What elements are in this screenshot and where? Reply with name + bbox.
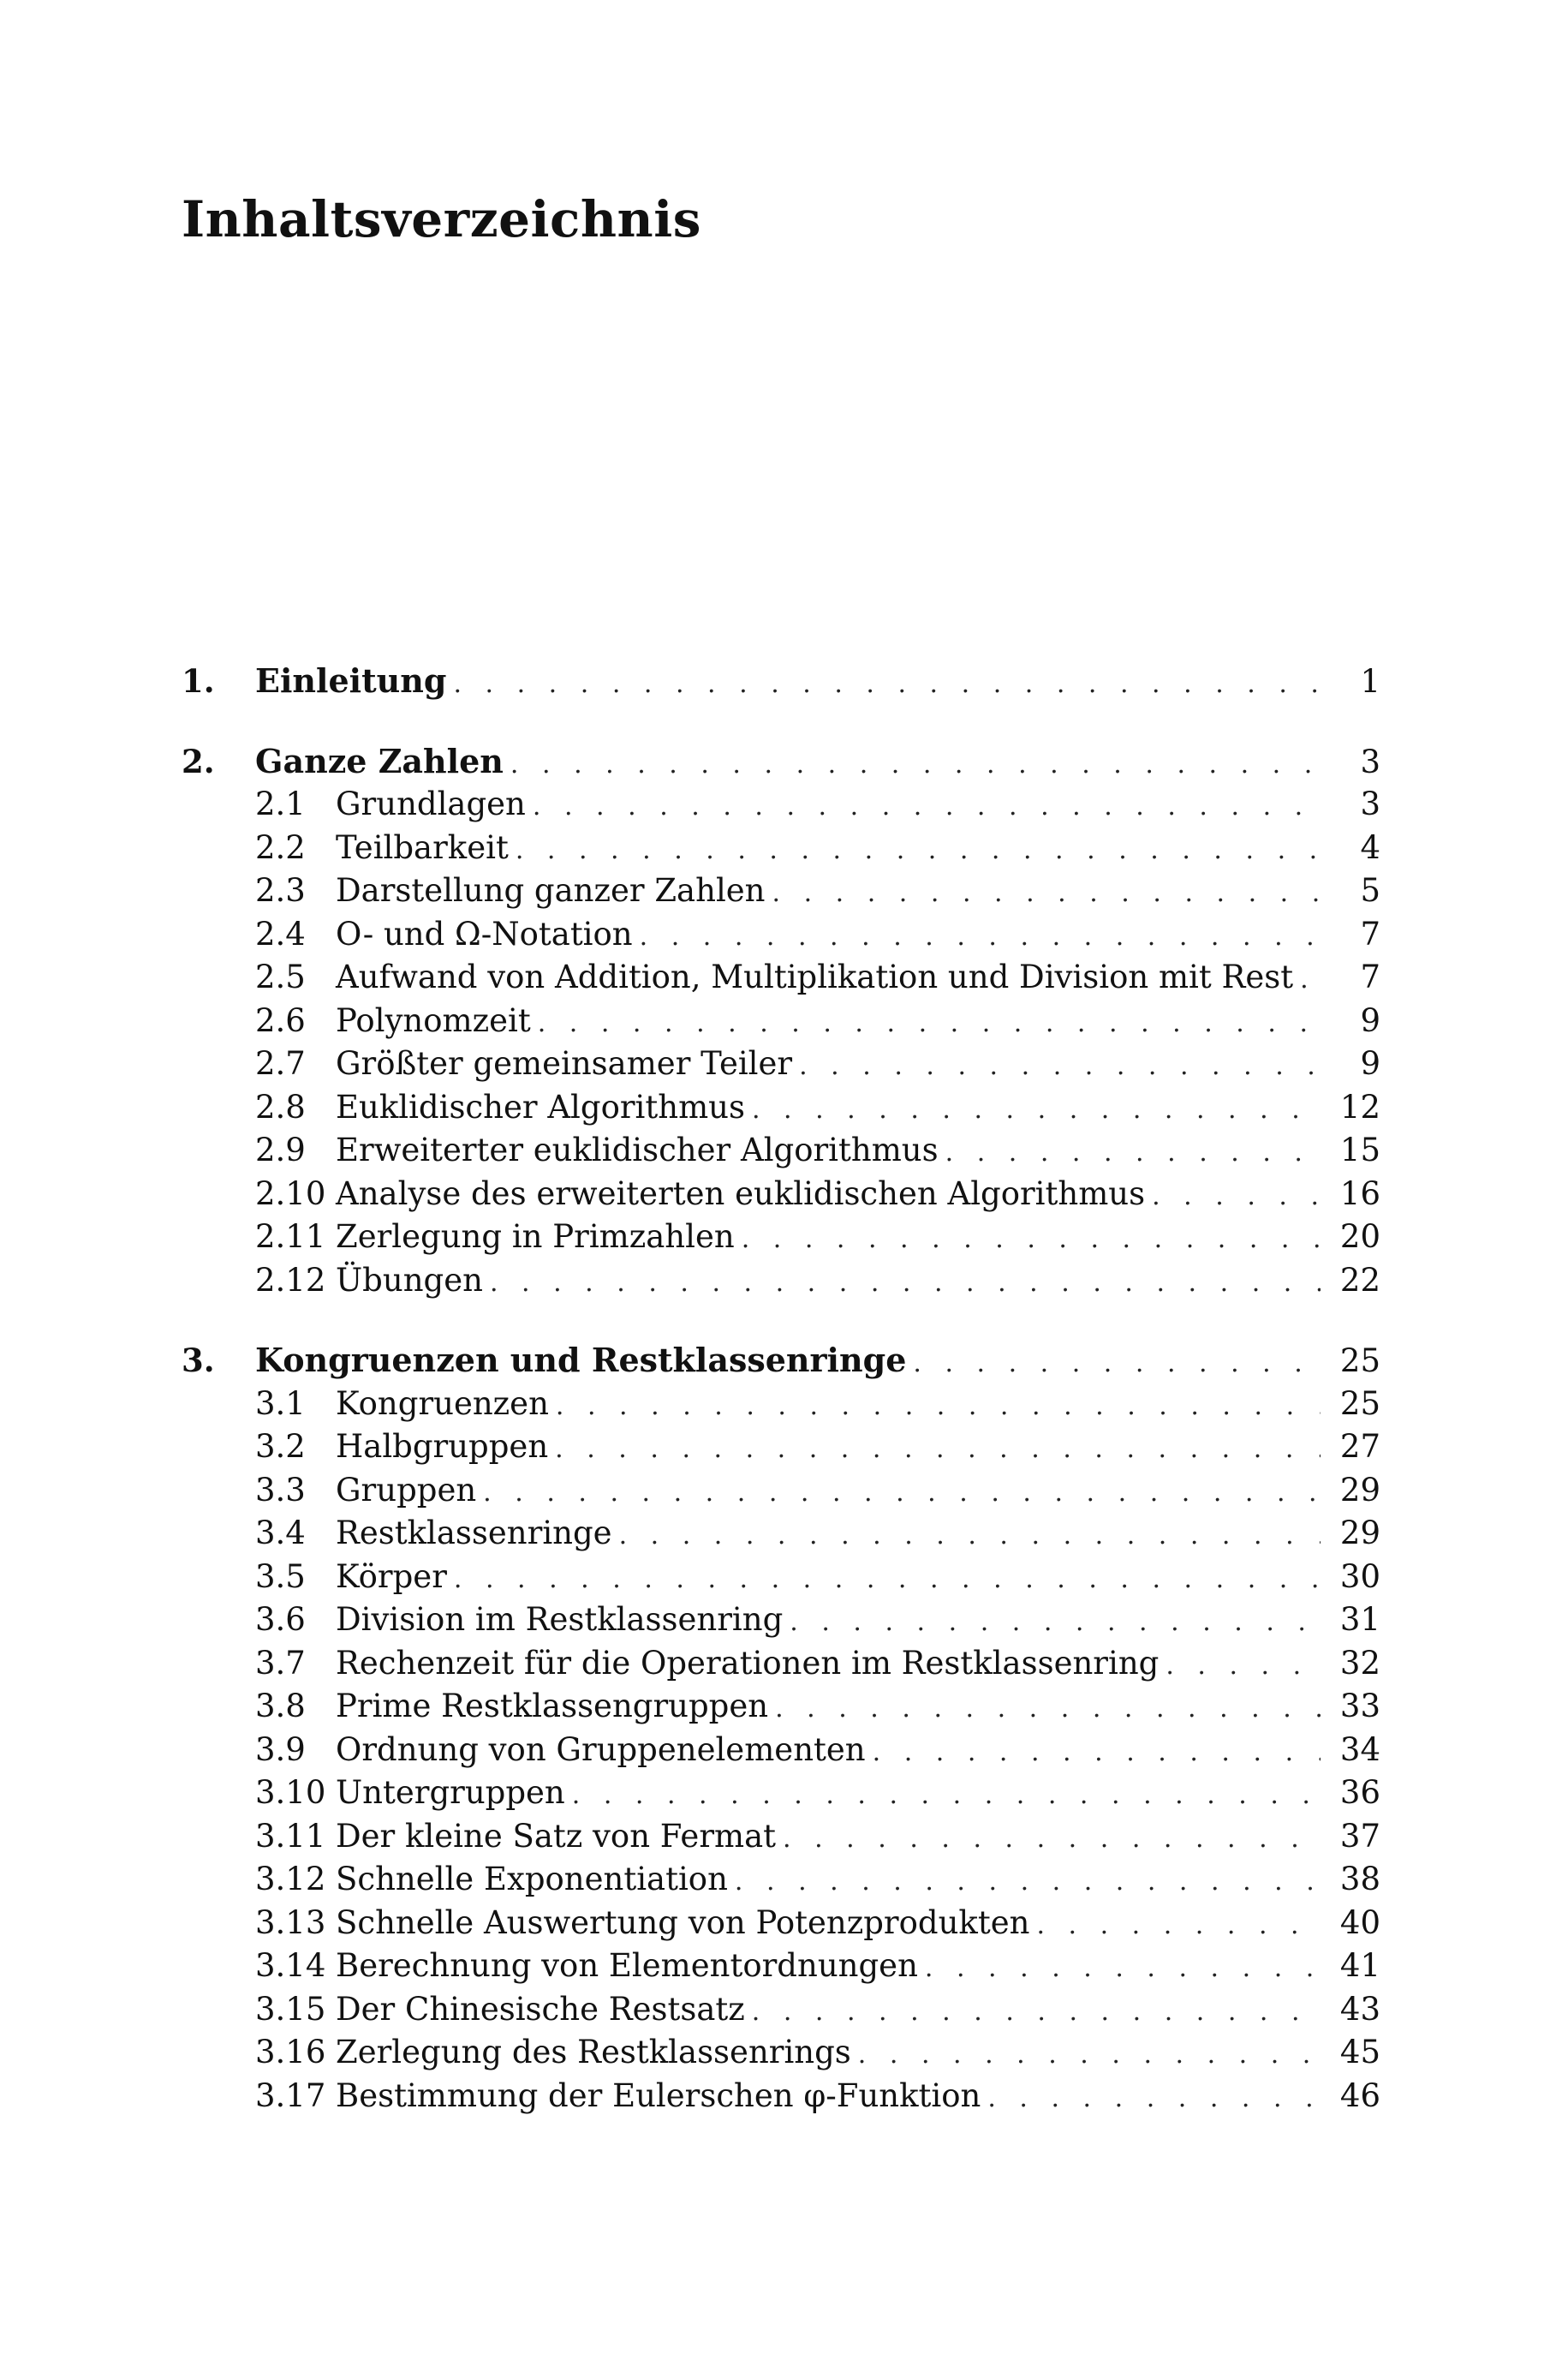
dot-leader [799, 1045, 1321, 1089]
toc-section-entry[interactable] [182, 1425, 1380, 1469]
section-title: Bestimmung der Eulerschen φ-Funktion [336, 2076, 981, 2114]
dot-leader [538, 1002, 1321, 1046]
toc-section-entry[interactable] [182, 1556, 1380, 1599]
page-number: 9 [1360, 1045, 1380, 1082]
dot-leader [742, 1218, 1321, 1262]
chapter-number: 2. [182, 742, 215, 780]
dot-leader [752, 1089, 1321, 1132]
page-number: 37 [1339, 1817, 1380, 1855]
dot-leader [783, 1818, 1321, 1861]
chapter-number: 1. [182, 662, 215, 700]
section-number: 2.2 [255, 828, 306, 866]
page-number: 9 [1360, 1001, 1380, 1039]
section-title: O- und Ω-Notation [336, 915, 633, 953]
page-number: 3 [1360, 743, 1380, 780]
dot-leader [1300, 959, 1321, 1002]
page-number: 25 [1339, 1384, 1380, 1422]
dot-leader [913, 1342, 1321, 1386]
page-number: 38 [1339, 1861, 1380, 1897]
section-title: Prime Restklassengruppen [336, 1688, 769, 1724]
section-number: 3.4 [255, 1515, 306, 1551]
dot-leader [790, 1601, 1321, 1645]
section-title: Aufwand von Addition, Multiplikation und Division mit Rest [336, 959, 1294, 995]
toc-section-entry[interactable] [182, 783, 1380, 827]
dot-leader [640, 916, 1321, 959]
section-number: 2.7 [255, 1045, 306, 1082]
section-number: 2.11 [255, 1218, 326, 1255]
section-title: Ordnung von Gruppenelementen [336, 1730, 866, 1768]
table-of-contents [182, 660, 1380, 2154]
toc-chapter-entry[interactable] [182, 740, 1380, 784]
chapter-block [182, 660, 1380, 703]
toc-section-entry[interactable] [182, 1729, 1380, 1772]
section-number: 2.4 [255, 915, 306, 953]
page-number: 31 [1339, 1601, 1380, 1638]
toc-section-entry[interactable] [182, 1988, 1380, 2032]
section-number: 3.8 [255, 1688, 306, 1724]
dot-leader [987, 2077, 1321, 2121]
chapter-block [182, 740, 1380, 1303]
chapter-block [182, 1339, 1380, 2118]
page-number: 25 [1339, 1342, 1380, 1379]
section-number: 3.1 [255, 1384, 306, 1422]
section-number: 3.16 [255, 2034, 326, 2070]
page-number: 16 [1339, 1174, 1380, 1212]
dot-leader [533, 786, 1321, 829]
page-title: Inhaltsverzeichnis [182, 190, 701, 248]
dot-leader [945, 1132, 1321, 1175]
page-number: 40 [1339, 1903, 1380, 1941]
section-title: Rechenzeit für die Operationen im Restklassenring [336, 1644, 1160, 1682]
section-title: Der kleine Satz von Fermat [336, 1817, 777, 1855]
section-number: 3.2 [255, 1428, 306, 1465]
page-number: 30 [1339, 1557, 1380, 1595]
toc-section-entry[interactable] [182, 827, 1380, 870]
page-number: 15 [1339, 1132, 1380, 1168]
section-number: 2.12 [255, 1261, 326, 1299]
toc-section-entry[interactable] [182, 1216, 1380, 1259]
section-title: Berechnung von Elementordnungen [336, 1947, 918, 1984]
toc-section-entry[interactable] [182, 1383, 1380, 1426]
toc-section-entry[interactable] [182, 1945, 1380, 1988]
page-number: 7 [1360, 959, 1380, 995]
toc-section-entry[interactable] [182, 1086, 1380, 1130]
section-title: Kongruenzen [336, 1384, 549, 1422]
section-title: Teilbarkeit [336, 828, 509, 866]
toc-chapter-entry[interactable] [182, 1339, 1380, 1383]
dot-leader [1036, 1904, 1321, 1948]
section-number: 2.10 [255, 1174, 326, 1212]
chapter-title: Einleitung [255, 661, 447, 700]
dot-leader [873, 1731, 1321, 1775]
section-number: 3.15 [255, 1990, 326, 2028]
section-number: 3.11 [255, 1817, 326, 1855]
section-number: 3.17 [255, 2076, 326, 2114]
toc-section-entry[interactable] [182, 1129, 1380, 1173]
page-number: 22 [1339, 1261, 1380, 1299]
dot-leader [516, 829, 1321, 873]
page-number: 29 [1339, 1515, 1380, 1551]
section-number: 3.14 [255, 1947, 326, 1984]
page-number: 12 [1339, 1088, 1380, 1126]
section-number: 3.3 [255, 1471, 306, 1509]
toc-section-entry[interactable] [182, 2031, 1380, 2075]
page-number: 45 [1339, 2034, 1380, 2070]
section-title: Division im Restklassenring [336, 1601, 784, 1638]
page-number: 46 [1339, 2076, 1380, 2114]
section-title: Zerlegung des Restklassenrings [336, 2034, 851, 2070]
toc-section-entry[interactable] [182, 1598, 1380, 1642]
page-number: 1 [1360, 663, 1380, 700]
page-number: 7 [1360, 915, 1380, 953]
page-number: 20 [1339, 1218, 1380, 1255]
page-number: 33 [1339, 1688, 1380, 1724]
section-title: Schnelle Auswertung von Potenzprodukten [336, 1903, 1030, 1941]
dot-leader [490, 1262, 1321, 1306]
dot-leader [572, 1774, 1321, 1818]
toc-section-entry[interactable] [182, 869, 1380, 913]
dot-leader [775, 1688, 1321, 1731]
toc-section-entry[interactable] [182, 1512, 1380, 1556]
page-number: 5 [1360, 872, 1380, 909]
section-number: 3.12 [255, 1861, 326, 1897]
dot-leader [752, 1991, 1321, 2034]
section-number: 2.5 [255, 959, 306, 995]
chapter-title: Kongruenzen und Restklassenringe [255, 1341, 907, 1379]
page-number: 29 [1339, 1471, 1380, 1509]
toc-section-entry[interactable] [182, 1685, 1380, 1729]
section-title: Darstellung ganzer Zahlen [336, 872, 766, 909]
section-number: 2.1 [255, 786, 306, 822]
chapter-number: 3. [182, 1341, 215, 1379]
section-number: 3.9 [255, 1730, 306, 1768]
dot-leader [858, 2034, 1321, 2077]
toc-chapter-entry[interactable] [182, 660, 1380, 703]
toc-section-entry[interactable] [182, 1043, 1380, 1086]
page-number: 32 [1339, 1644, 1380, 1682]
toc-section-entry[interactable] [182, 913, 1380, 957]
toc-section-entry[interactable] [182, 1815, 1380, 1859]
section-number: 2.8 [255, 1088, 306, 1126]
section-title: Übungen [336, 1261, 483, 1299]
page-number: 43 [1339, 1990, 1380, 2028]
page-number: 3 [1360, 786, 1380, 822]
section-title: Körper [336, 1557, 447, 1595]
dot-leader [925, 1947, 1321, 1991]
section-title: Restklassenringe [336, 1515, 612, 1551]
section-title: Gruppen [336, 1471, 477, 1509]
section-number: 3.10 [255, 1774, 326, 1811]
toc-section-entry[interactable] [182, 1858, 1380, 1902]
section-number: 3.7 [255, 1644, 306, 1682]
section-title: Polynomzeit [336, 1001, 531, 1039]
section-title: Größter gemeinsamer Teiler [336, 1045, 793, 1082]
toc-section-entry[interactable] [182, 2075, 1380, 2118]
toc-section-entry[interactable] [182, 1469, 1380, 1513]
dot-leader [556, 1385, 1321, 1429]
section-title: Analyse des erweiterten euklidischen Algorithmus [336, 1174, 1146, 1212]
section-title: Schnelle Exponentiation [336, 1861, 728, 1897]
dot-leader [453, 663, 1321, 707]
section-title: Der Chinesische Restsatz [336, 1990, 745, 2028]
toc-section-entry[interactable] [182, 956, 1380, 1000]
toc-section-entry[interactable] [182, 1000, 1380, 1043]
toc-section-entry[interactable] [182, 1173, 1380, 1216]
page-number: 4 [1360, 828, 1380, 866]
section-number: 3.6 [255, 1601, 306, 1638]
dot-leader [483, 1472, 1321, 1515]
section-number: 3.13 [255, 1903, 326, 1941]
page-number: 27 [1339, 1428, 1380, 1465]
section-title: Untergruppen [336, 1774, 565, 1811]
dot-leader [619, 1515, 1321, 1558]
section-title: Halbgruppen [336, 1428, 549, 1465]
dot-leader [555, 1428, 1321, 1472]
page-number: 34 [1339, 1730, 1380, 1768]
toc-section-entry[interactable] [182, 1259, 1380, 1303]
section-number: 2.9 [255, 1132, 306, 1168]
section-number: 3.5 [255, 1557, 306, 1595]
section-title: Grundlagen [336, 786, 526, 822]
section-title: Euklidischer Algorithmus [336, 1088, 745, 1126]
toc-section-entry[interactable] [182, 1772, 1380, 1815]
chapter-title: Ganze Zahlen [255, 741, 504, 780]
dot-leader [510, 744, 1321, 787]
dot-leader [735, 1861, 1321, 1904]
dot-leader [1166, 1645, 1321, 1688]
dot-leader [454, 1558, 1321, 1602]
toc-section-entry[interactable] [182, 1642, 1380, 1686]
toc-section-entry[interactable] [182, 1902, 1380, 1945]
page-number: 41 [1339, 1947, 1380, 1984]
dot-leader [1152, 1175, 1321, 1219]
section-title: Erweiterter euklidischer Algorithmus [336, 1132, 939, 1168]
section-number: 2.3 [255, 872, 306, 909]
section-title: Zerlegung in Primzahlen [336, 1218, 735, 1255]
section-number: 2.6 [255, 1001, 306, 1039]
dot-leader [772, 872, 1321, 916]
page-number: 36 [1339, 1774, 1380, 1811]
